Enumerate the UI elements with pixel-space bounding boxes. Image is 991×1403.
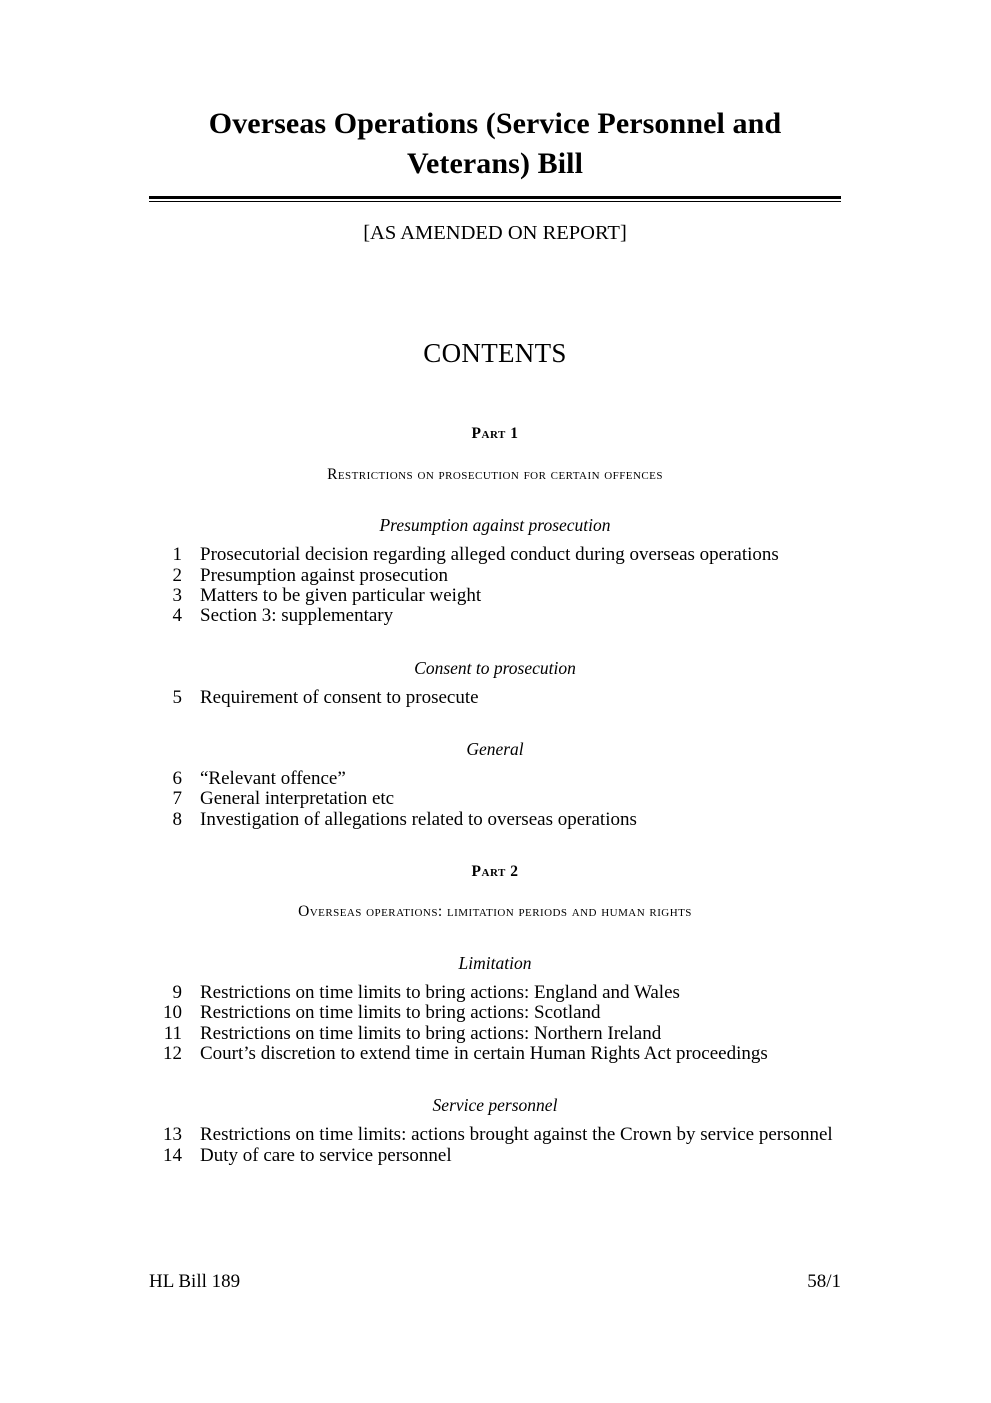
- contents-entry[interactable]: [149, 1044, 841, 1064]
- part-title-heading: Overseas operations: limitation periods and human rights: [298, 903, 692, 921]
- contents-entry-number: 6: [172, 767, 182, 789]
- contents-entry[interactable]: [149, 606, 841, 626]
- contents-entry-list: [149, 1125, 841, 1166]
- part-title-heading: Restrictions on prosecution for certain offences: [327, 465, 663, 483]
- part-section: [149, 830, 841, 1166]
- contents-entry-number: 8: [172, 808, 182, 830]
- contents-entry[interactable]: [149, 566, 841, 586]
- part-number-heading: Part 2: [471, 862, 519, 880]
- contents-entry[interactable]: [149, 1003, 841, 1023]
- group-heading: General: [466, 738, 524, 759]
- page-title: Overseas Operations (Service Personnel and Veterans) Bill: [208, 107, 782, 181]
- contents-entry-number: 4: [172, 605, 182, 627]
- contents-entry[interactable]: [149, 789, 841, 809]
- contents-entry-number: 13: [163, 1124, 182, 1146]
- contents-entry[interactable]: [149, 1146, 841, 1166]
- contents-entry[interactable]: [149, 545, 841, 565]
- contents-entry-title[interactable]: Restrictions on time limits: actions brought against the Crown by service personnel: [200, 1124, 833, 1146]
- contents-entry-title[interactable]: Presumption against prosecution: [200, 564, 449, 586]
- contents-entry-number: 3: [172, 584, 182, 606]
- contents-entry-number: 14: [163, 1144, 182, 1166]
- contents-entry-list: [149, 983, 841, 1064]
- contents-entry[interactable]: [149, 810, 841, 830]
- part-section: [149, 369, 841, 830]
- page-footer: [149, 1272, 841, 1293]
- contents-entry-title[interactable]: Restrictions on time limits to bring actions: England and Wales: [200, 982, 680, 1004]
- contents-entry[interactable]: [149, 769, 841, 789]
- part-number-heading: Part 1: [471, 425, 519, 443]
- contents-entry-list: [149, 769, 841, 830]
- contents-group: [149, 1064, 841, 1166]
- parts-container: [149, 369, 841, 1166]
- contents-entry-title[interactable]: Prosecutorial decision regarding alleged conduct during overseas operations: [200, 544, 779, 566]
- contents-entry-number: 9: [172, 982, 182, 1004]
- contents-entry-number: 1: [172, 544, 182, 566]
- group-heading: Limitation: [458, 953, 532, 974]
- contents-entry-title[interactable]: Duty of care to service personnel: [200, 1144, 452, 1166]
- contents-group: [149, 708, 841, 830]
- contents-group: [149, 627, 841, 708]
- contents-entry[interactable]: [149, 1125, 841, 1145]
- group-heading: Presumption against prosecution: [379, 515, 611, 536]
- footer-page-reference: 58/1: [807, 1271, 841, 1292]
- contents-entry[interactable]: [149, 586, 841, 606]
- contents-entry-number: 12: [163, 1043, 182, 1064]
- contents-entry-title[interactable]: “Relevant offence”: [200, 767, 346, 789]
- contents-heading: CONTENTS: [423, 337, 567, 368]
- bill-status-line: [AS AMENDED ON REPORT]: [363, 222, 627, 245]
- footer-bill-reference: HL Bill 189: [149, 1271, 241, 1292]
- contents-entry-number: 7: [172, 788, 182, 810]
- contents-entry-title[interactable]: Restrictions on time limits to bring actions: Scotland: [200, 1002, 601, 1024]
- group-heading: Consent to prosecution: [414, 657, 576, 678]
- contents-entry[interactable]: [149, 983, 841, 1003]
- contents-entry-title[interactable]: Restrictions on time limits to bring actions: Northern Ireland: [200, 1022, 662, 1044]
- contents-entry[interactable]: [149, 1024, 841, 1044]
- group-heading: Service personnel: [432, 1095, 558, 1116]
- contents-entry-list: [149, 545, 841, 626]
- contents-entry-title[interactable]: Section 3: supplementary: [200, 605, 394, 627]
- contents-group: [149, 922, 841, 1064]
- title-double-rule: [149, 196, 841, 202]
- contents-entry-number: 5: [172, 686, 182, 708]
- page-content: [149, 0, 841, 1166]
- contents-entry-number: 11: [163, 1022, 182, 1044]
- contents-entry-list: [149, 688, 841, 708]
- contents-entry[interactable]: [149, 688, 841, 708]
- contents-entry-number: 10: [163, 1002, 182, 1024]
- contents-entry-number: 2: [172, 564, 182, 586]
- contents-entry-title[interactable]: Investigation of allegations related to overseas operations: [200, 808, 637, 830]
- contents-entry-title[interactable]: General interpretation etc: [200, 788, 395, 810]
- contents-group: [149, 484, 841, 626]
- contents-entry-title[interactable]: Requirement of consent to prosecute: [200, 686, 479, 708]
- contents-entry-title[interactable]: Court’s discretion to extend time in certain Human Rights Act proceedings: [200, 1043, 768, 1064]
- contents-entry-title[interactable]: Matters to be given particular weight: [200, 584, 482, 606]
